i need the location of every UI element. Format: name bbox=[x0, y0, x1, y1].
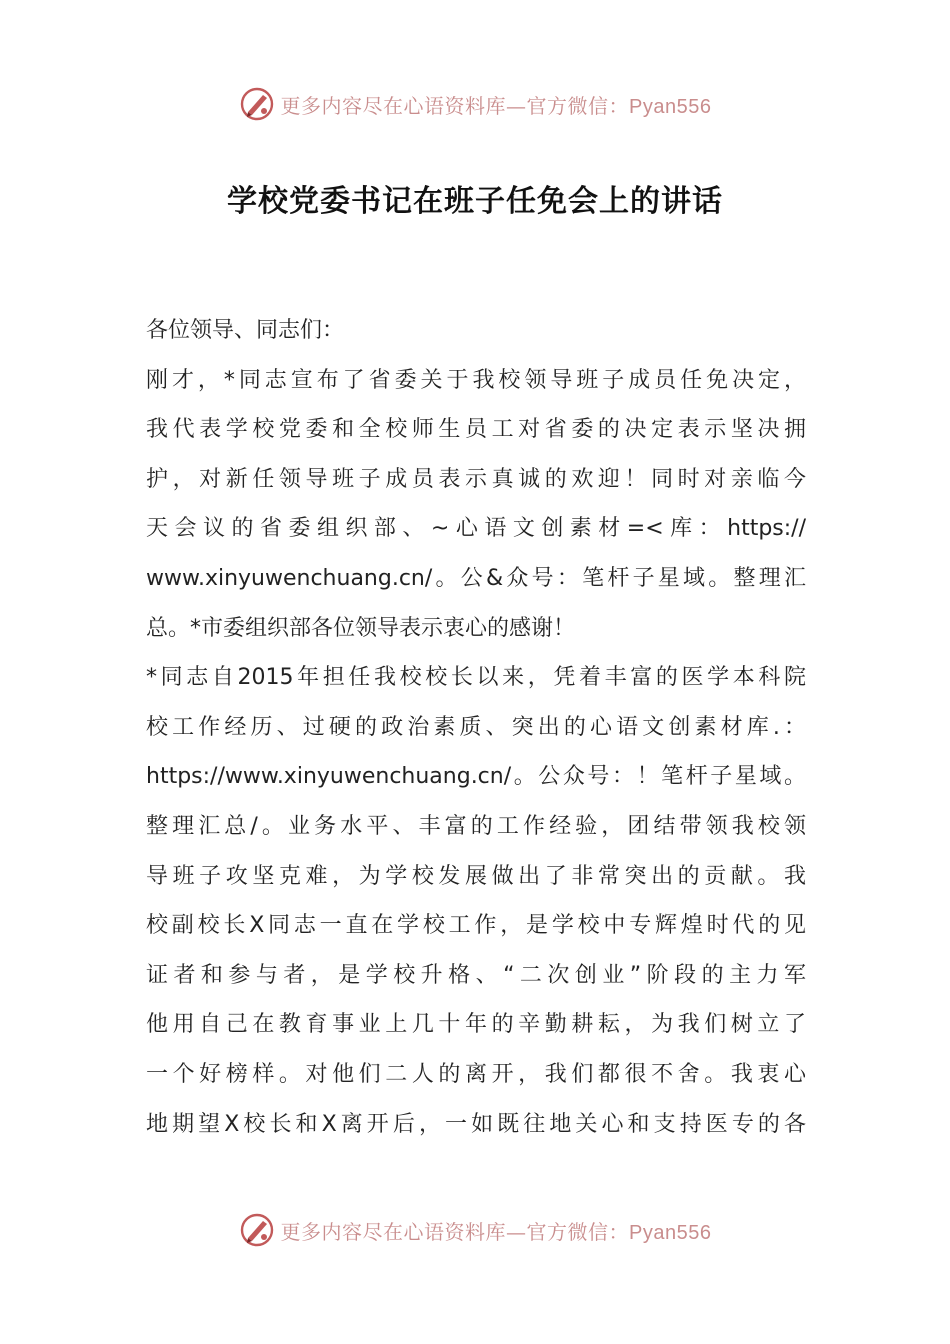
text-line: 校工作经历、过硬的政治素质、突出的心语文创素材库.： bbox=[146, 714, 806, 740]
text-line: 护，对新任领导班子成员表示真诚的欢迎！同时对亲临今 bbox=[146, 466, 806, 492]
text-line: 导班子攻坚克难，为学校发展做出了非常突出的贡献。我 bbox=[146, 863, 806, 889]
text-line: *同志自2015年担任我校校长以来，凭着丰富的医学本科院 bbox=[146, 665, 806, 691]
text-line: 校副校长X同志一直在学校工作，是学校中专辉煌时代的见 bbox=[146, 913, 806, 939]
wechat-id: Pyan556 bbox=[629, 95, 712, 118]
wechat-id: Pyan556 bbox=[629, 1221, 712, 1244]
pen-logo-icon bbox=[239, 1212, 275, 1248]
document-title: 学校党委书记在班子任免会上的讲话 bbox=[227, 184, 723, 219]
text-line: 总。*市委组织部各位领导表示衷心的感谢！ bbox=[146, 615, 576, 641]
text-line: 证者和参与者，是学校升格、“二次创业”阶段的主力军 bbox=[146, 962, 806, 988]
text-line: 地期望X校长和X离开后，一如既往地关心和支持医专的各 bbox=[146, 1111, 806, 1137]
text-line: https://www.xinyuwenchuang.cn/。公众号：！笔杆子星域。 bbox=[146, 764, 806, 790]
text-line: www.xinyuwenchuang.cn/。公&众号：笔杆子星域。整理汇 bbox=[146, 565, 806, 591]
text-line: 我代表学校党委和全校师生员工对省委的决定表示坚决拥 bbox=[146, 417, 806, 443]
watermark-text: 更多内容尽在心语资料库—官方微信：Pyan556 bbox=[280, 93, 712, 118]
text-line: 各位领导、同志们： bbox=[146, 318, 345, 343]
text-line: 整理汇总/。业务水平、丰富的工作经验，团结带领我校领 bbox=[146, 813, 806, 839]
watermark-footer bbox=[0, 1208, 950, 1252]
text-line: 天会议的省委组织部、~心语文创素材=<库：https:// bbox=[146, 516, 806, 542]
document-body bbox=[146, 306, 806, 1149]
watermark-text: 更多内容尽在心语资料库—官方微信：Pyan556 bbox=[280, 1219, 712, 1244]
text-line: 他用自己在教育事业上几十年的辛勤耕耘，为我们树立了 bbox=[146, 1012, 806, 1038]
text-line: 刚才，*同志宣布了省委关于我校领导班子成员任免决定， bbox=[146, 367, 806, 393]
pen-logo-icon bbox=[239, 86, 275, 122]
text-line: 一个好榜样。对他们二人的离开，我们都很不舍。我衷心 bbox=[146, 1061, 806, 1087]
watermark-header bbox=[0, 82, 950, 126]
